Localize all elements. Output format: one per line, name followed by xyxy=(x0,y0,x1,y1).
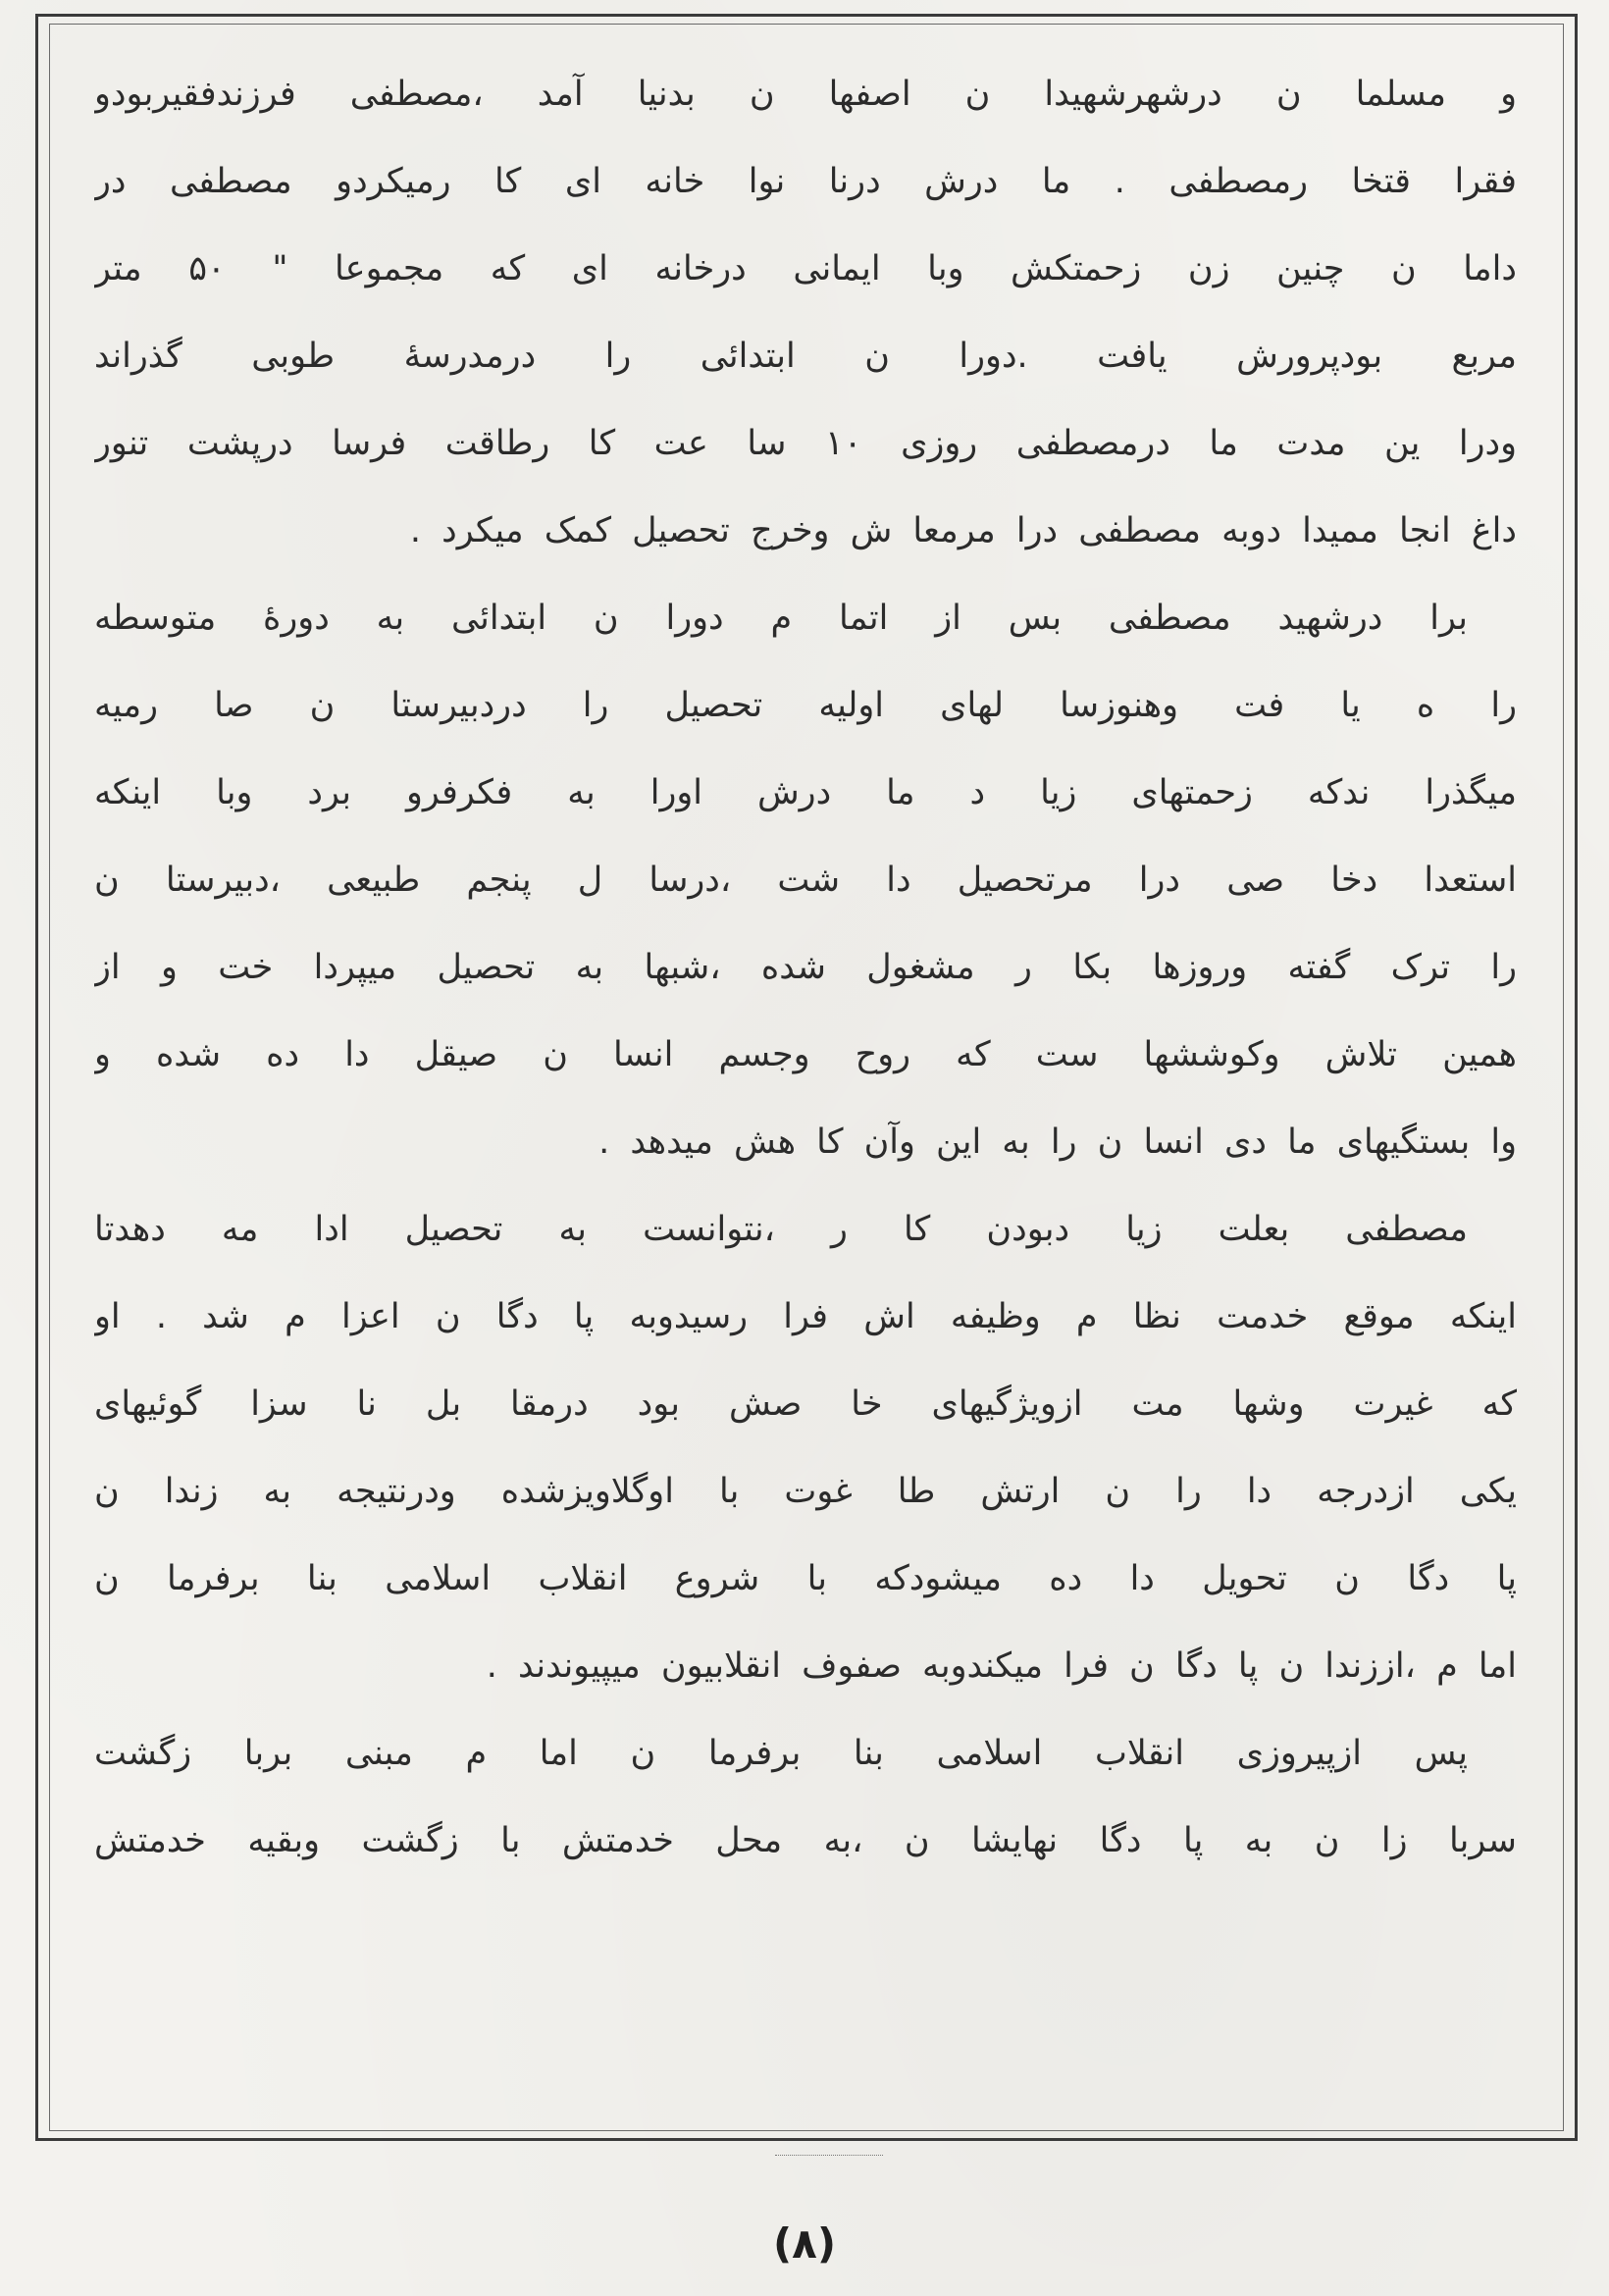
text-line: پا دگا ن تحویل دا ده میشودکه با شروع انقلاب اسلامی بنا برفرما ن xyxy=(94,1559,1517,1598)
text-line: ودرا ین مدت ما درمصطفی روزی ۱۰ سا عت کا رطاقت فرسا درپشت تنور xyxy=(94,424,1517,463)
text-line: برا درشهید مصطفی بس از اتما م دورا ن ابتدائی به دورهٔ متوسطه xyxy=(94,599,1468,638)
text-line: مربع بودپرورش یافت .دورا ن ابتدائی را درمدرسهٔ طوبی گذراند xyxy=(94,337,1517,376)
page-number: (۸) xyxy=(772,2219,837,2268)
text-line: یکی ازدرجه دا را ن ارتش طا غوت با اوگلاویزشده ودرنتیجه به زندا ن xyxy=(94,1472,1517,1511)
text-line: و مسلما ن درشهرشهیدا ن اصفها ن بدنیا آمد ،مصطفی فرزندفقیربودو xyxy=(94,75,1517,114)
text-line: استعدا دخا صی درا مرتحصیل دا شت ،درسا ل پنجم طبیعی ،دبیرستا ن xyxy=(94,861,1517,900)
text-line: اینکه موقع خدمت نظا م وظیفه اش فرا رسیدوبه پا دگا ن اعزا م شد . او xyxy=(94,1297,1517,1336)
text-line: سربا زا ن به پا دگا نهایشا ن ،به محل خدمتش با زگشت وبقیه خدمتش xyxy=(94,1821,1517,1860)
text-line: را ترک گفته وروزها بکا ر مشغول شده ،شبها به تحصیل میپردا خت و از xyxy=(94,948,1517,987)
text-line: را ه یا فت وهنوزسا لهای اولیه تحصیل را دردبیرستا ن صا رمیه xyxy=(94,686,1517,725)
text-line: داما ن چنین زن زحمتکش وبا ایمانی درخانه ای که مجموعا " ۵۰ متر xyxy=(94,249,1517,288)
text-line: همین تلاش وکوششها ست که روح وجسم انسا ن صیقل دا ده شده و xyxy=(94,1035,1517,1074)
footer-divider xyxy=(775,2155,883,2156)
text-line: پس ازپیروزی انقلاب اسلامی بنا برفرما ن اما م مبنی بربا زگشت xyxy=(94,1734,1468,1773)
text-line: میگذرا ندکه زحمتهای زیا د ما درش اورا به فکرفرو برد وبا اینکه xyxy=(94,773,1517,812)
text-line: مصطفی بعلت زیا دبودن کا ر ،نتوانست به تحصیل ادا مه دهدتا xyxy=(94,1210,1468,1249)
text-line: اما م ،اززندا ن پا دگا ن فرا میکندوبه صفوف انقلابیون میپیوندند . xyxy=(486,1646,1517,1686)
body-text xyxy=(94,51,1517,1885)
text-line: داغ انجا ممیدا دوبه مصطفی درا مرمعا ش وخرج تحصیل کمک میکرد . xyxy=(409,511,1517,550)
text-line: که غیرت وشها مت ازویژگیهای خا صش بود درمقا بل نا سزا گوئیهای xyxy=(94,1384,1517,1424)
text-line: وا بستگیهای ما دی انسا ن را به این وآن کا هش میدهد . xyxy=(598,1122,1517,1162)
text-line: فقرا قتخا رمصطفی . ما درش درنا نوا خانه ای کا رمیکردو مصطفی در xyxy=(94,162,1517,201)
